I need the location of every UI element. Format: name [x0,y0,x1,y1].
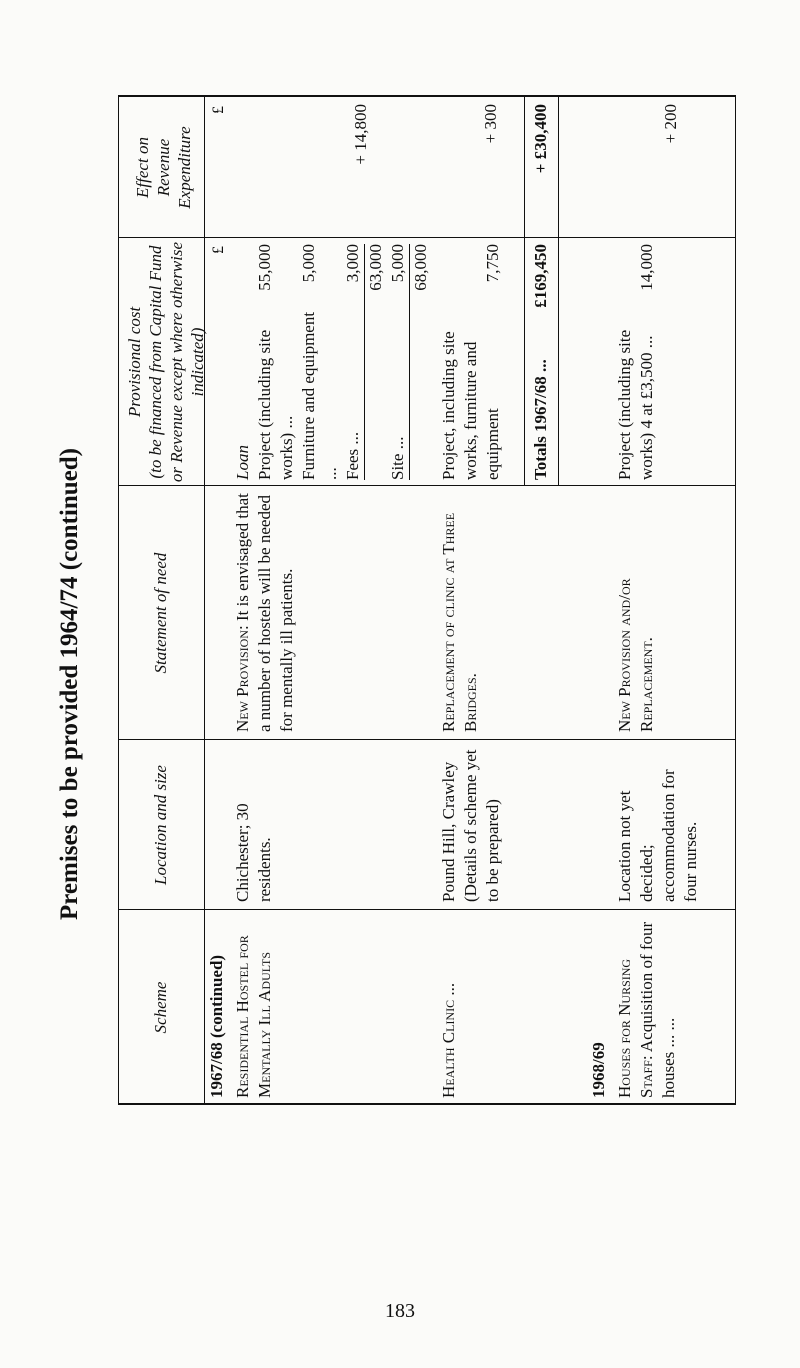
totals-cost-line [530,244,552,480]
hostel-need [232,492,298,732]
houses-scheme [614,913,680,1098]
header-cost-note: (to be financed from Capital Fund or Revenue except where otherwise indicated) [146,241,207,483]
hostel-line-fees [342,244,364,480]
hostel-scheme: Residential Hostel for Mentally Ill Adults [233,935,274,1098]
clinic-cost-amount: 7,750 [483,244,502,283]
table-top-rule [118,97,119,1105]
clinic-cost-label: Project, including site works, furniture and equipment [439,331,502,480]
houses-cost-amount: 14,000 [637,244,656,291]
hostel-need-label: New Provision: [233,625,252,732]
section-1967-68 [206,913,228,1098]
clinic-cost [438,244,504,480]
houses-scheme-label: Houses for Nursing Staff: [615,958,656,1098]
page-number: 183 [385,1300,415,1322]
hostel-line-furniture [298,244,342,480]
hostel-line-fees-label: Fees ... [343,431,362,480]
header-scheme: Scheme [151,981,170,1034]
hostel-loan-label: Loan [233,445,252,480]
clinic-need [438,492,482,732]
col-sep-2 [118,739,735,740]
houses-cost-line [614,244,658,480]
clinic-scheme: Health Clinic ... [439,982,458,1098]
effect-currency: £ [210,106,227,114]
col-sep-1 [118,909,735,910]
clinic-effect: + 300 [481,104,500,144]
section-1968-69: 1968/69 [589,1042,608,1098]
clinic-need-text: Replacement of clinic at Three Bridges. [439,512,480,732]
hostel-location: Chichester; 30 residents. [233,803,274,902]
houses-need: New Provision and/or Replacement. [615,578,656,732]
hostel-total-amount: 68,000 [411,244,430,291]
hostel-line-project-label: Project (including site works) ... [255,329,296,480]
header-location: Location and size [151,765,170,885]
hostel-line-fees-amount: 3,000 [343,244,362,283]
hostel-effect: + 14,800 [351,104,370,165]
section-1967-label: 1967/68 (continued) [207,954,226,1098]
hostel-site-amount: 5,000 [388,244,407,283]
houses-effect: + 200 [661,104,680,144]
hostel-line-project [254,244,298,480]
col-sep-3 [118,485,735,486]
clinic-location: Pound Hill, Crawley (Details of scheme yet to be prepared) [439,749,502,902]
header-cost-title: Provisional cost [125,306,144,418]
totals-effect: + £30,400 [531,104,550,174]
header-need: Statement of need [151,552,170,674]
hostel-need-text: It is envisaged that a number of hostels will be needed for mentally ill patients. [233,493,296,732]
hostel-line-site [387,244,409,480]
clinic-cost-line [438,244,504,480]
hostel-site-label: Site ... [388,436,407,480]
houses-cost [614,244,658,480]
totals-cost-amount: £169,450 [531,244,550,308]
hostel-subtotal-amount: 63,000 [366,244,385,291]
totals-cost [530,244,552,480]
hostel-cost [232,244,432,480]
totals-bottom-rule [558,97,559,486]
houses-cost-label: Project (including site works) 4 at £3,500 ... [615,329,656,480]
hostel-line-project-amount: 55,000 [255,244,274,291]
cost-currency: £ [210,246,227,254]
hostel-total [409,244,432,480]
header-effect [132,97,195,238]
header-effect-line2: Revenue [154,138,173,197]
hostel-line-furniture-amount: 5,000 [299,244,318,283]
totals-label: Totals 1967/68 ... [531,359,550,480]
header-effect-line3: Expenditure [175,126,194,209]
houses-location: Location not yet decided; accommodation for four nurses. [615,769,700,902]
page-title: Premises to be provided 1964/74 (continued) [56,448,83,920]
houses-scheme-rest: Acquisition of four houses ... ... [637,921,678,1098]
hostel-line-furniture-label: Furniture and equipment ... [299,311,340,480]
col-sep-4 [118,237,735,238]
header-cost [124,238,208,486]
header-effect-line1: Effect on [133,137,152,198]
totals-top-rule [524,97,525,486]
table-bottom-rule [735,97,736,1105]
hostel-subtotal [364,244,387,480]
